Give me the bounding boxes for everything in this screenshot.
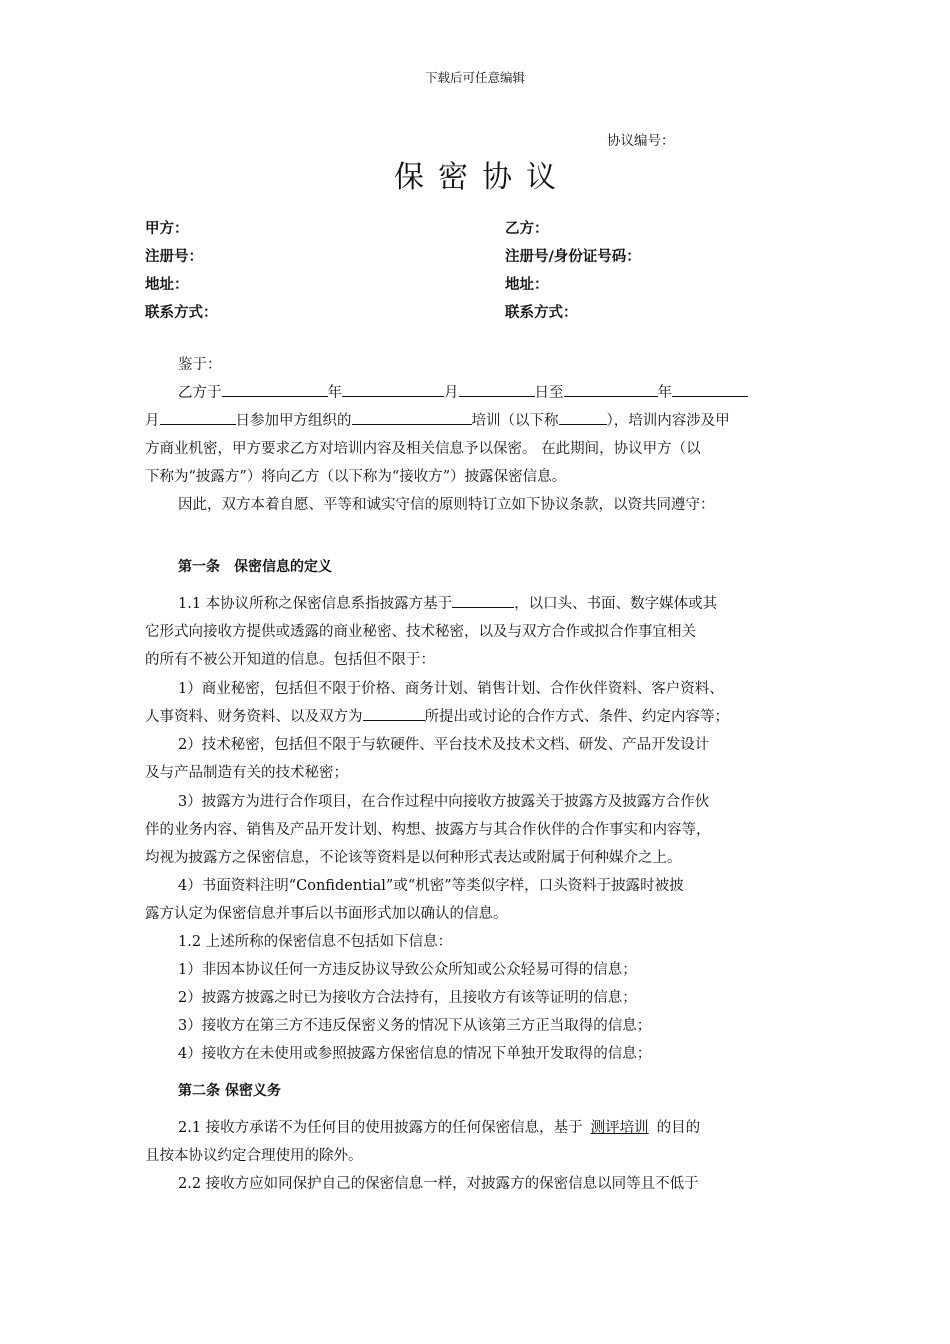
clause-2-1-line-1: 2.1 接收方承诺不为任何目的使用披露方的任何保密信息，基于 测评培训 的目的 bbox=[178, 1120, 701, 1136]
party-b-contact: 联系方式： bbox=[505, 305, 578, 321]
header-note: 下载后可任意编辑 bbox=[424, 70, 525, 85]
item-2-line-1: 2）技术秘密，包括但不限于与软硬件、平台技术及技术文档、研发、产品开发设计 bbox=[178, 737, 710, 753]
page-title: 保密协议 bbox=[394, 160, 570, 195]
clause-1-1-line-1: 1.1 本协议所称之保密信息系指披露方基于 ，以口头、书面、数字媒体或其 bbox=[178, 592, 717, 613]
agreement-number-label: 协议编号： bbox=[607, 133, 675, 149]
purpose-fill: 测评培训 bbox=[590, 1120, 649, 1136]
clause-2-1-line-2: 且按本协议约定合理使用的除外。 bbox=[145, 1148, 363, 1164]
clause-1-1-line-2: 它形式向接收方提供或透露的商业秘密、技术秘密，以及与双方合作或拟合作事宜相关 bbox=[145, 624, 696, 640]
item-2-line-2: 及与产品制造有关的技术秘密； bbox=[145, 765, 348, 781]
party-a-address: 地址： bbox=[145, 277, 189, 293]
party-a-contact: 联系方式： bbox=[145, 305, 218, 321]
exclusion-4: 4）接收方在未使用或参照披露方保密信息的情况下单独开发取得的信息； bbox=[178, 1046, 652, 1062]
party-a-label: 甲方： bbox=[145, 221, 189, 237]
item-3-line-3: 均视为披露方之保密信息，不论该等资料是以何种形式表达或附属于何种媒介之上。 bbox=[145, 850, 682, 866]
article-2-heading: 第二条 保密义务 bbox=[178, 1083, 281, 1099]
preamble-line-2: 月 日参加甲方组织的 培训（以下称 ），培训内容涉及甲 bbox=[145, 409, 730, 430]
preamble-line-3: 方商业机密，甲方要求乙方对培训内容及相关信息予以保密。 在此期间，协议甲方（以 bbox=[145, 441, 701, 457]
item-4-line-1: 4）书面资料注明“Confidential”或“机密”等类似字样，口头资料于披露时被披 bbox=[178, 878, 684, 894]
article-1-heading: 第一条 保密信息的定义 bbox=[178, 559, 332, 575]
item-1-line-2: 人事资料、财务资料、以及双方为 所提出或讨论的合作方式、条件、约定内容等； bbox=[145, 705, 729, 726]
clause-1-2: 1.2 上述所称的保密信息不包括如下信息： bbox=[178, 934, 453, 950]
exclusion-1: 1）非因本协议任何一方违反协议导致公众所知或公众轻易可得的信息； bbox=[178, 962, 637, 978]
preamble-line-1: 乙方于 年 月 日至 年 bbox=[178, 381, 748, 402]
item-1-line-1: 1）商业秘密，包括但不限于价格、商务计划、销售计划、合作伙伴资料、客户资料、 bbox=[178, 681, 724, 697]
party-a-registration: 注册号： bbox=[145, 249, 203, 265]
exclusion-3: 3）接收方在第三方不违反保密义务的情况下从该第三方正当取得的信息； bbox=[178, 1018, 652, 1034]
item-3-line-1: 3）披露方为进行合作项目，在合作过程中向接收方披露关于披露方及披露方合作伙 bbox=[178, 794, 710, 810]
item-4-line-2: 露方认定为保密信息并事后以书面形式加以确认的信息。 bbox=[145, 906, 508, 922]
party-b-label: 乙方： bbox=[505, 221, 549, 237]
clause-2-2-line-1: 2.2 接收方应如同保护自己的保密信息一样，对披露方的保密信息以同等且不低于 bbox=[178, 1176, 699, 1192]
party-b-registration: 注册号/身份证号码： bbox=[505, 249, 641, 265]
whereas-label: 鉴于： bbox=[178, 357, 222, 373]
clause-1-1-line-3: 的所有不被公开知道的信息。包括但不限于： bbox=[145, 652, 435, 668]
party-b-address: 地址： bbox=[505, 277, 549, 293]
preamble-line-4: 下称为“披露方”）将向乙方（以下称为“接收方”）披露保密信息。 bbox=[145, 469, 567, 485]
exclusion-2: 2）披露方披露之时已为接收方合法持有，且接收方有该等证明的信息； bbox=[178, 990, 637, 1006]
preamble-line-5: 因此，双方本着自愿、平等和诚实守信的原则特订立如下协议条款，以资共同遵守： bbox=[178, 497, 715, 513]
item-3-line-2: 伴的业务内容、销售及产品开发计划、构想、披露方与其合作伙伴的合作事实和内容等， bbox=[145, 822, 711, 838]
